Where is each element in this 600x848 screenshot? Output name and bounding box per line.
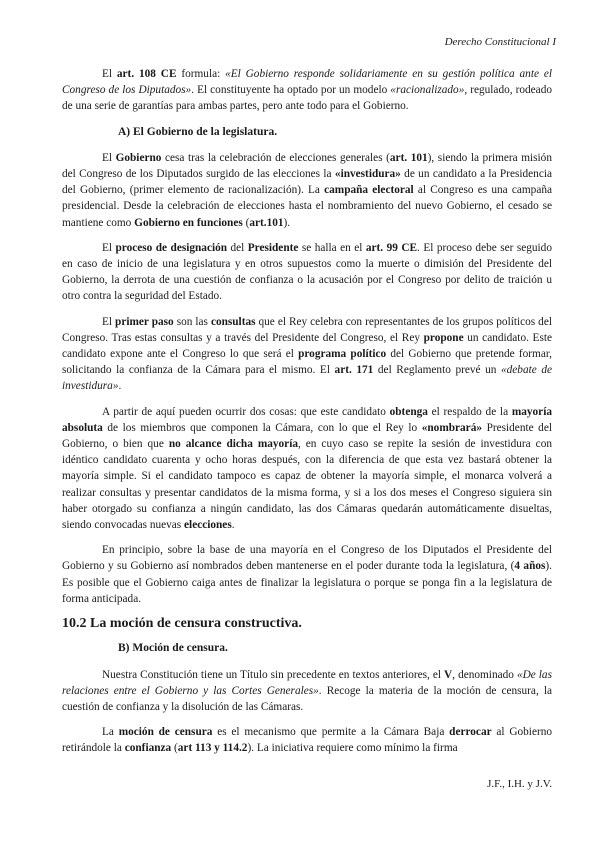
running-footer: J.F., I.H. y J.V. [487,778,552,790]
paragraph-gobierno-cese: El Gobierno cesa tras la celebración de elecciones generales (art. 101), siendo la primera misión del Congreso de los Diputados surgido de las elecciones la «investidura» de un candidato a la Presidencia del Gobierno, (primer elemento de racionalización). La campaña electoral al Congreso es una campaña presidencial. Desde la celebración de elecciones hasta el nombramiento del nuevo Gobierno, el cesado se mantiene como Gobierno en funciones (art.101). [62,151,552,229]
running-header: Derecho Constitucional I [444,36,556,48]
paragraph-mayoria: A partir de aquí pueden ocurrir dos cosas: que este candidato obtenga el respaldo de la mayoría absoluta de los miembros que componen la Cámara, con lo que el Rey lo «nombrará» Presidente del Gobierno, o bien que no alcance dicha mayoría, en cuyo caso se repite la sesión de investidura con idéntico candidato cuarenta y ocho horas después, con la diferencia de que esta vez bastará obtener la mayoría simple. Si el candidato tampoco es capaz de obtener la mayoría simple, el monarca volverá a realizar consultas y presentar candidatos de la misma forma, y si a los dos meses el Congreso siguiera sin haber otorgado su confianza a ningún candidato, las dos Cámaras quedarán automáticamente disueltas, siendo convocadas nuevas elecciones. [62,405,552,532]
paragraph-primer-paso: El primer paso son las consultas que el Rey celebra con representantes de los grupos políticos del Congreso. Tras estas consultas y a través del Presidente del Congreso, el Rey propone un candidato. Este candidato expone ante el Congreso lo que será el programa político del Gobierno que pretende formar, solicitando la confianza de la Cámara para el mismo. El art. 171 del Reglamento prevé un «debate de investidura». [62,315,552,393]
paragraph-legislatura-duracion: En principio, sobre la base de una mayoría en el Congreso de los Diputados el Presidente del Gobierno y su Gobierno así nombrados deben mantenerse en el poder durante toda la legislatura, (4 años). Es posible que el Gobierno caiga antes de finalizar la legislatura o porque se ponga fin a la legislatura de forma anticipada. [62,544,552,605]
paragraph-proceso-designacion: El proceso de designación del Presidente se halla en el art. 99 CE. El proceso debe ser seguido en caso de inicio de una legislatura y en otros supuestos como la muerte o dimisión del Presidente del Gobierno, la derrota de una cuestión de confianza o la acusación por el Congreso por delito de traición u otro contra la seguridad del Estado. [62,241,552,303]
paragraph-titulo-v: Nuestra Constitución tiene un Título sin precedente en textos anteriores, el V, denominado «De las relaciones entre el Gobierno y las Cortes Generales». Recoge la materia de la moción de censura, la cuestión de confianza y la disolución de las Cámaras. [62,668,552,713]
subheading-mocion-censura: B) Moción de censura. [118,642,228,655]
page-content [62,66,552,766]
paragraph-mocion-definicion: La moción de censura es el mecanismo que permite a la Cámara Baja derrocar al Gobierno retirándole la confianza (art 113 y 114.2). La iniciativa requiere como mínimo la firma [62,726,553,755]
section-heading-mocion-censura: 10.2 La moción de censura constructiva. [62,616,302,632]
paragraph-art-108: El art. 108 CE formula: «El Gobierno responde solidariamente en su gestión política ante el Congreso de los Diputados». El constituyente ha optado por un modelo «racionalizado», regulado, rodeado de una serie de garantías para ambas partes, pero ante todo para el Gobierno. [62,68,552,113]
subheading-gobierno-legislatura: A) El Gobierno de la legislatura. [118,125,278,138]
